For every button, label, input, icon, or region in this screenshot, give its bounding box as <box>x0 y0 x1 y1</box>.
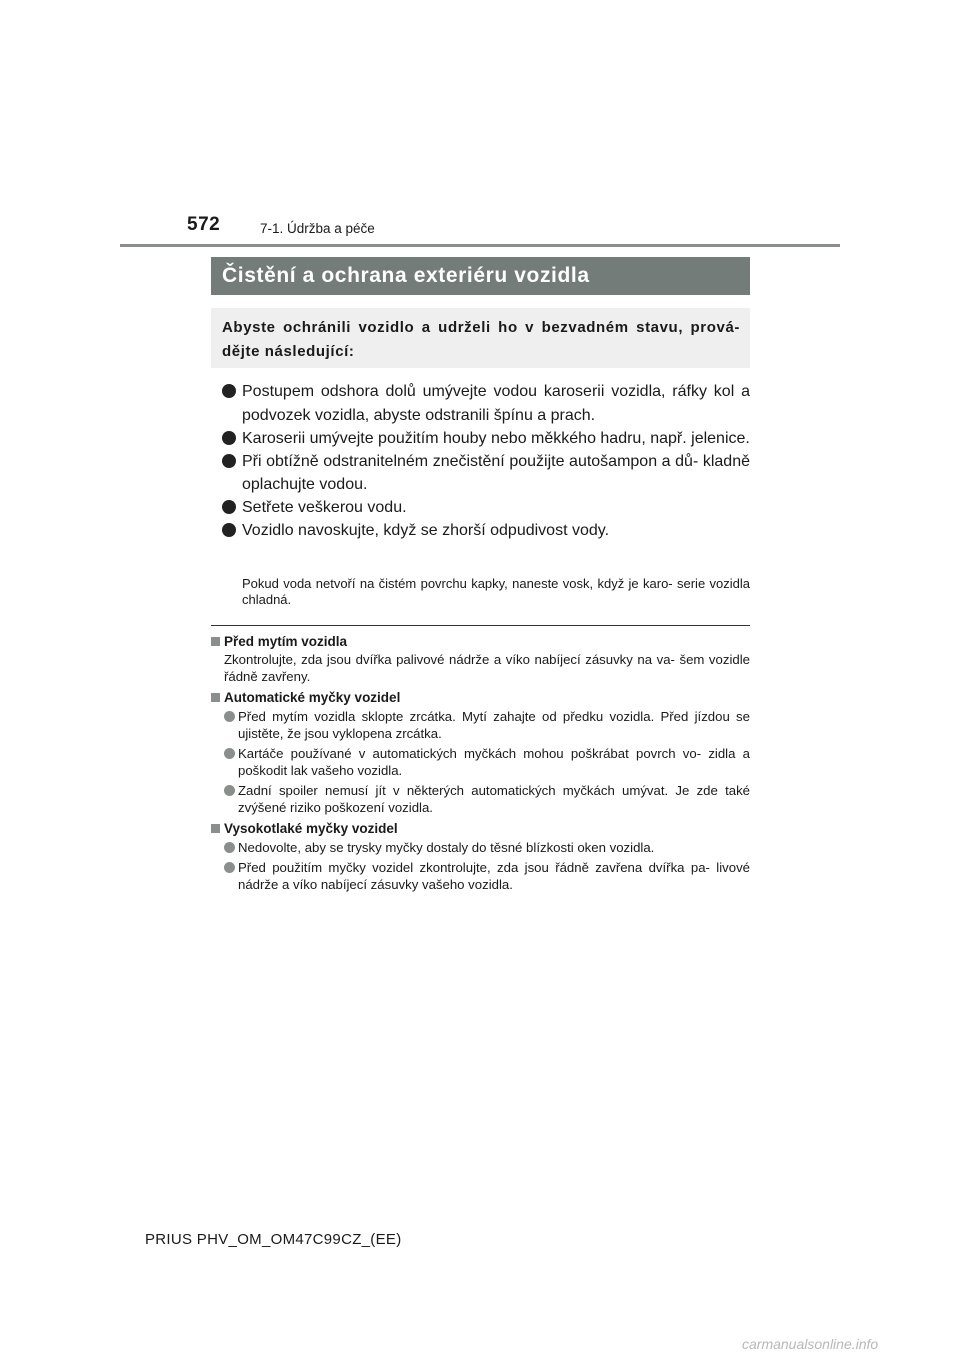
list-item <box>211 839 750 856</box>
note-list <box>211 708 750 816</box>
bullet-dot-icon <box>222 384 236 398</box>
list-item-text: Nedovolte, aby se trysky myčky dostaly do těsné blízkosti oken vozidla. <box>238 840 655 855</box>
watermark: carmanualsonline.info <box>742 1336 879 1352</box>
list-item-text: Před použitím myčky vozidel zkontrolujte, zda jsou řádně zavřena dvířka pa- livové nádrže a víko nabíjecí zásuvky vašeho vozidla. <box>238 860 750 892</box>
list-item <box>222 450 750 497</box>
note-heading-text: Vysokotlaké myčky vozidel <box>224 821 398 836</box>
list-item-text: Při obtížně odstranitelném znečistění použijte autošampon a dů- kladně oplachujte vodou. <box>242 452 750 493</box>
note-heading <box>211 633 750 650</box>
list-item-text: Kartáče používané v automatických myčkách mohou poškrábat povrch vo- zidla a poškodit lak vašeho vozidla. <box>238 746 750 778</box>
list-item <box>222 380 750 427</box>
list-item <box>222 519 750 543</box>
list-item-text: Vozidlo navoskujte, když se zhorší odpudivost vody. <box>242 522 610 539</box>
intro-text: Abyste ochránili vozidlo a udrželi ho v bezvadném stavu, prová- dějte následující: <box>222 319 740 360</box>
bullet-note: Pokud voda netvoří na čistém povrchu kapky, naneste vosk, když je karo- serie vozidla chladná. <box>242 576 750 607</box>
square-bullet-icon <box>211 824 220 833</box>
header-rule <box>120 244 840 247</box>
bullet-dot-icon <box>224 862 235 873</box>
note-heading <box>211 820 750 837</box>
list-item <box>211 859 750 893</box>
bullet-dot-icon <box>224 842 235 853</box>
note-list <box>211 839 750 893</box>
list-item <box>222 496 750 520</box>
bullet-dot-icon <box>222 454 236 468</box>
note-heading <box>211 689 750 706</box>
page-title: Čistění a ochrana exteriéru vozidla <box>211 257 750 295</box>
list-item-text: Postupem odshora dolů umývejte vodou karoserii vozidla, ráfky kol a podvozek vozidla, abyste odstranili špínu a prach. <box>242 383 750 424</box>
note-heading-text: Automatické myčky vozidel <box>224 690 401 705</box>
bullet-dot-icon <box>222 523 236 537</box>
bullet-list <box>222 380 750 542</box>
section-divider <box>211 625 750 626</box>
list-item-text: Setřete veškerou vodu. <box>242 499 407 516</box>
bullet-dot-icon <box>222 500 236 514</box>
document-code-footer: PRIUS PHV_OM_OM47C99CZ_(EE) <box>145 1231 402 1248</box>
note-text: Zkontrolujte, zda jsou dvířka palivové nádrže a víko nabíjecí zásuvky na va- šem vozidle řádně zavřeny. <box>224 652 750 684</box>
page-number: 572 <box>187 214 221 235</box>
intro-box <box>211 308 750 368</box>
notes-section <box>211 633 750 897</box>
list-item <box>211 708 750 742</box>
list-item-text: Karoserii umývejte použitím houby nebo měkkého hadru, např. jelenice. <box>242 429 750 447</box>
bullet-dot-icon <box>224 785 235 796</box>
bullet-dot-icon <box>224 711 235 722</box>
list-item <box>222 427 750 451</box>
note-heading-text: Před mytím vozidla <box>224 634 348 649</box>
square-bullet-icon <box>211 637 220 646</box>
list-item <box>211 782 750 816</box>
bullet-dot-icon <box>222 431 236 445</box>
section-label: 7-1. Údržba a péče <box>260 221 375 236</box>
list-item-text: Před mytím vozidla sklopte zrcátka. Mytí zahajte od předku vozidla. Před jízdou se ujistěte, že jsou vyklopena zrcátka. <box>238 709 750 741</box>
square-bullet-icon <box>211 693 220 702</box>
list-item-text: Zadní spoiler nemusí jít v některých automatických myčkách umývat. Je zde také zvýšené riziko poškození vozidla. <box>238 783 750 815</box>
list-item <box>211 745 750 779</box>
bullet-dot-icon <box>224 748 235 759</box>
